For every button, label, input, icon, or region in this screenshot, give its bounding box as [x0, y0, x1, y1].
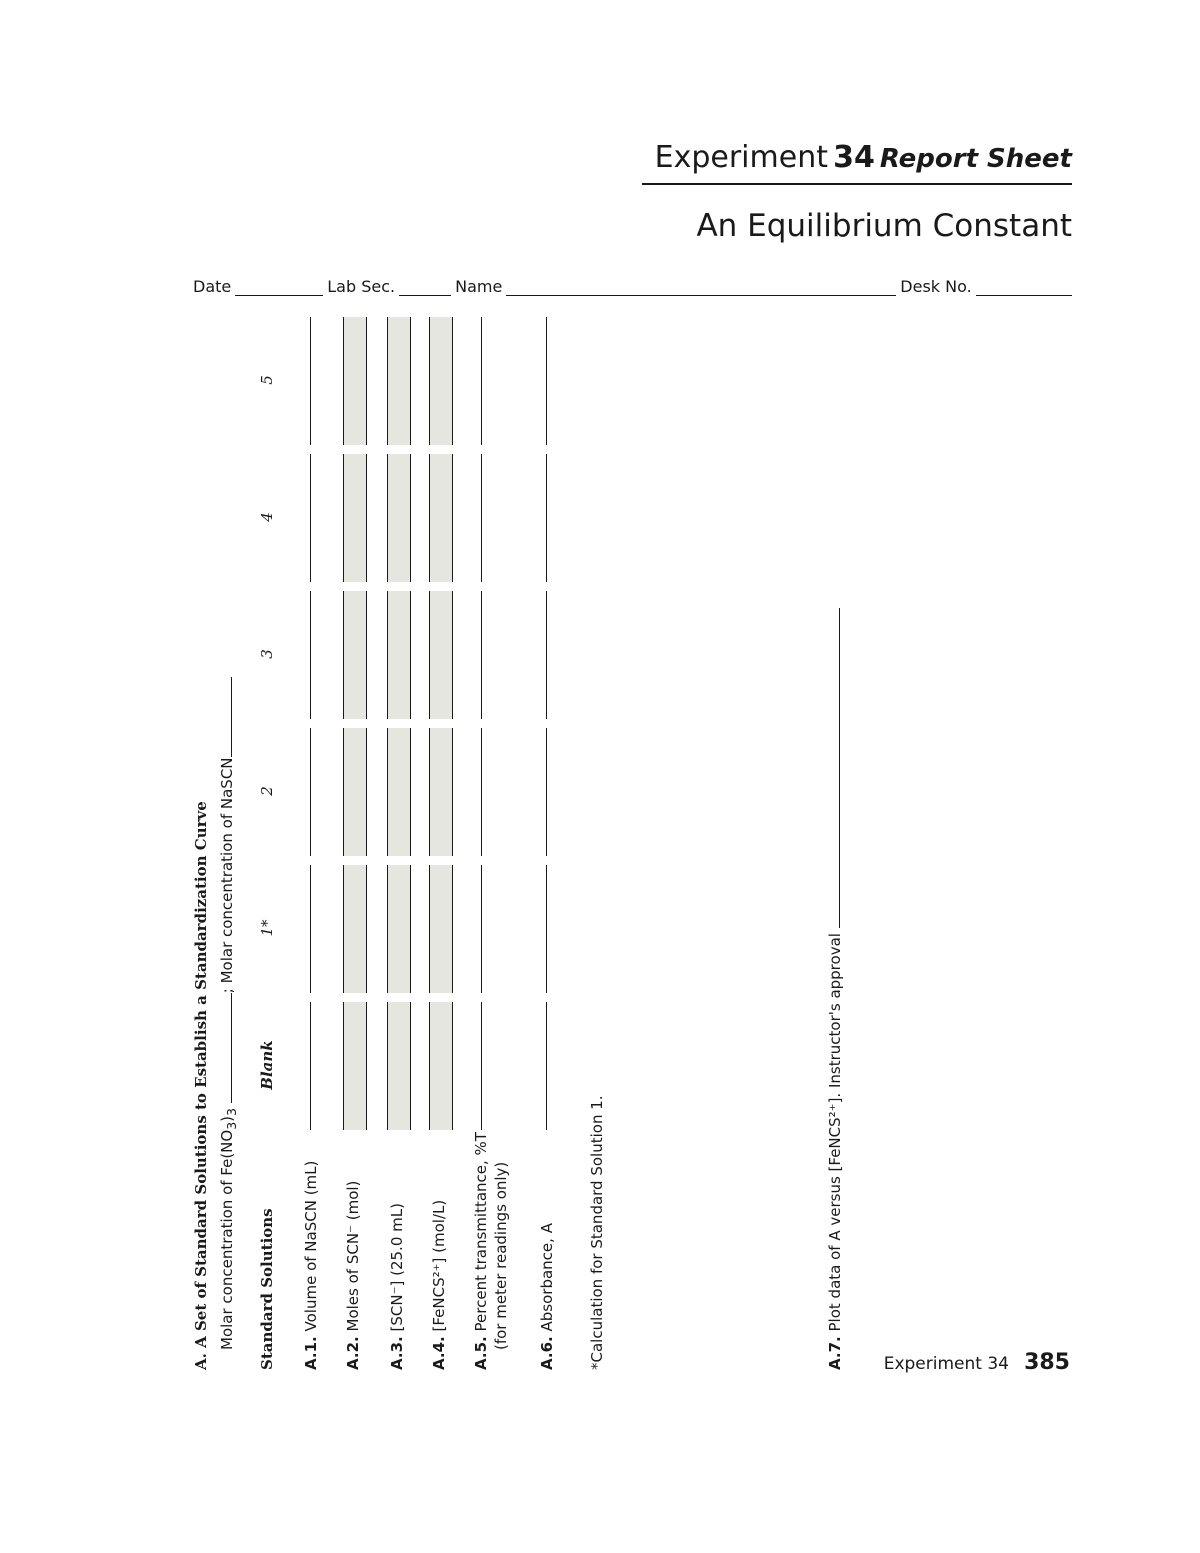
a4-cell-1[interactable] — [429, 865, 453, 993]
a4-cell-5[interactable] — [429, 317, 453, 445]
name-field[interactable] — [506, 278, 896, 296]
a3-cell-5[interactable] — [387, 317, 411, 445]
a3-cell-4[interactable] — [387, 454, 411, 582]
page-number: 385 — [1024, 1350, 1070, 1375]
a5-cell-blank[interactable] — [472, 1002, 482, 1130]
molar-fe-label: Molar concentration of $Fe(NO_3)_3$ — [218, 1108, 239, 1350]
experiment-word: Experiment — [654, 140, 828, 175]
date-label: Date — [193, 277, 232, 296]
row-label-a5: A.5. Percent transmittance, %T — [472, 1132, 490, 1370]
row-label-a3: A.3. [SCN⁻] (25.0 mL) — [388, 1203, 406, 1370]
a4-cell-2[interactable] — [429, 728, 453, 856]
molar-concentration-line — [218, 677, 239, 1350]
page-subtitle: An Equilibrium Constant — [696, 208, 1072, 244]
a4-cell-4[interactable] — [429, 454, 453, 582]
footer-experiment-label: Experiment 34 — [883, 1354, 1009, 1374]
a3-cell-blank[interactable] — [387, 1002, 411, 1130]
a2-cell-4[interactable] — [343, 454, 367, 582]
section-a-container — [190, 310, 880, 1370]
a1-cell-5[interactable] — [301, 317, 311, 445]
experiment-title — [640, 140, 1072, 184]
molar-nascn-label: ; Molar concentration of NaSCN — [218, 757, 236, 994]
date-field[interactable] — [235, 278, 323, 296]
a3-cell-1[interactable] — [387, 865, 411, 993]
column-header-1: 1* — [258, 919, 276, 937]
a2-cell-blank[interactable] — [343, 1002, 367, 1130]
lab-sec-label: Lab Sec. — [327, 277, 396, 296]
standard-solutions-header: Standard Solutions — [258, 1208, 276, 1370]
a6-cell-1[interactable] — [537, 865, 547, 993]
a5-cell-5[interactable] — [472, 317, 482, 445]
desk-no-field[interactable] — [976, 278, 1072, 296]
a6-cell-blank[interactable] — [537, 1002, 547, 1130]
column-header-5: 5 — [258, 375, 276, 385]
molar-fe-field[interactable] — [219, 993, 232, 1103]
instructor-approval-field[interactable] — [827, 608, 840, 928]
column-header-2: 2 — [258, 786, 276, 796]
a5-cell-2[interactable] — [472, 728, 482, 856]
a6-cell-2[interactable] — [537, 728, 547, 856]
a5-cell-1[interactable] — [472, 865, 482, 993]
a1-cell-2[interactable] — [301, 728, 311, 856]
student-info-line — [193, 274, 1072, 296]
a1-cell-blank[interactable] — [301, 1002, 311, 1130]
title-rule — [642, 183, 1072, 185]
row-label-a1: A.1. Volume of NaSCN (mL) — [302, 1160, 320, 1370]
a4-cell-3[interactable] — [429, 591, 453, 719]
row-label-a6: A.6. Absorbance, A — [538, 1223, 556, 1370]
report-sheet-label: Report Sheet — [879, 144, 1072, 174]
a1-cell-4[interactable] — [301, 454, 311, 582]
a2-cell-5[interactable] — [343, 317, 367, 445]
row-label-a2: A.2. Moles of SCN⁻ (mol) — [344, 1180, 362, 1370]
section-a-rotated — [190, 310, 880, 1370]
row-label-a5-note: (for meter readings only) — [492, 1161, 510, 1350]
row-label-a4: A.4. [FeNCS²⁺] (mol/L) — [430, 1199, 448, 1370]
a3-cell-2[interactable] — [387, 728, 411, 856]
column-header-3: 3 — [258, 649, 276, 659]
experiment-number: 34 — [833, 140, 875, 175]
a4-cell-blank[interactable] — [429, 1002, 453, 1130]
molar-nascn-field[interactable] — [219, 677, 232, 757]
a2-cell-2[interactable] — [343, 728, 367, 856]
section-a-title: A. A Set of Standard Solutions to Establish a Standardization Curve — [192, 801, 210, 1370]
desk-no-label: Desk No. — [900, 277, 972, 296]
a5-cell-3[interactable] — [472, 591, 482, 719]
column-header-blank: Blank — [258, 1040, 276, 1090]
footnote: *Calculation for Standard Solution 1. — [588, 1095, 606, 1370]
a7-plot-instruction: A.7. Plot data of A versus [FeNCS²⁺]. Instructor's approval — [826, 608, 844, 1370]
a3-cell-3[interactable] — [387, 591, 411, 719]
a5-cell-4[interactable] — [472, 454, 482, 582]
a2-cell-1[interactable] — [343, 865, 367, 993]
name-label: Name — [455, 277, 503, 296]
a6-cell-3[interactable] — [537, 591, 547, 719]
a6-cell-5[interactable] — [537, 317, 547, 445]
a2-cell-3[interactable] — [343, 591, 367, 719]
page-footer — [884, 1350, 1070, 1375]
a1-cell-1[interactable] — [301, 865, 311, 993]
column-header-4: 4 — [258, 512, 276, 522]
lab-sec-field[interactable] — [399, 278, 451, 296]
a6-cell-4[interactable] — [537, 454, 547, 582]
a1-cell-3[interactable] — [301, 591, 311, 719]
